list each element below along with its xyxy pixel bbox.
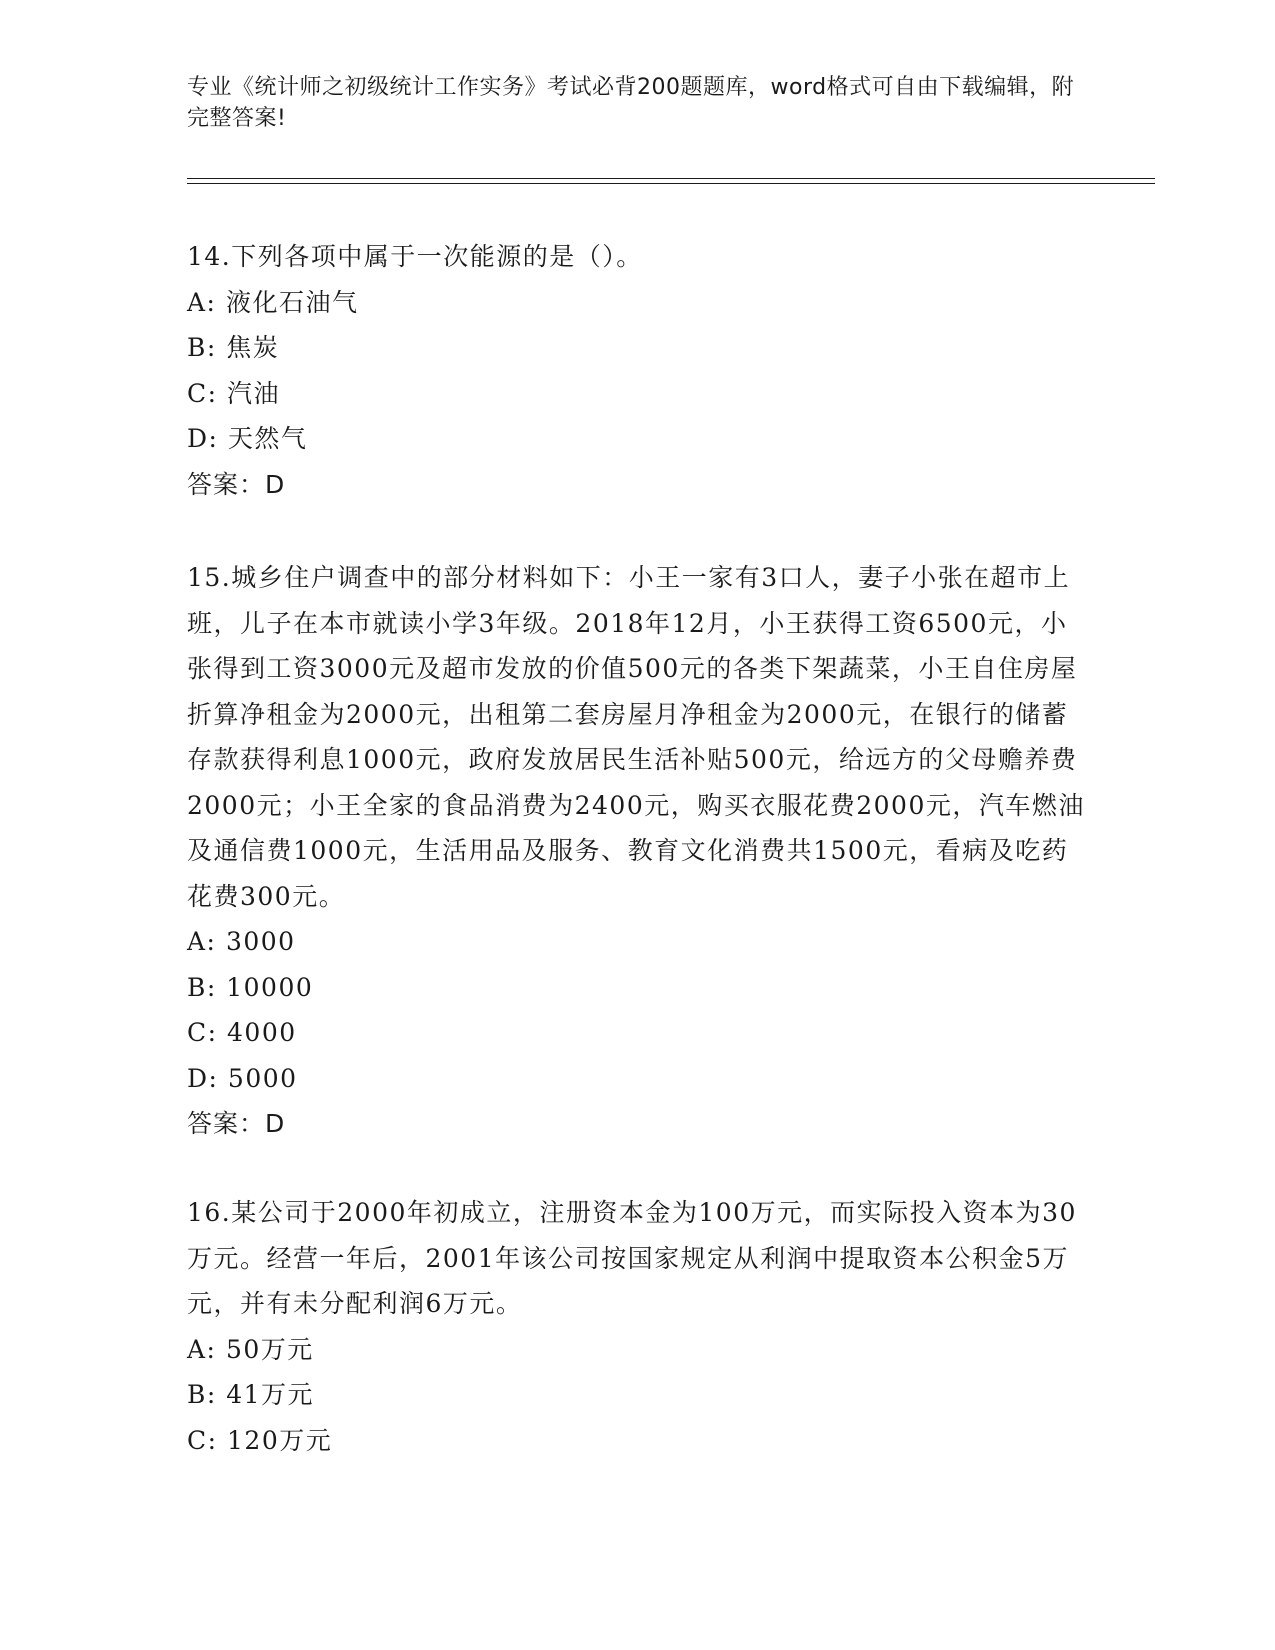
question-stem: 16.某公司于2000年初成立，注册资本金为100万元，而实际投入资本为30万元。经营一年后，2001年该公司按国家规定从利润中提取资本公积金5万元，并有未分配利润6万元。 [187,1198,1077,1318]
question-stem: 14.下列各项中属于一次能源的是（）。 [187,242,643,271]
option-b [187,1372,1087,1418]
answer: 答案：D [187,469,286,499]
option-text: 41万元 [226,1380,315,1409]
document-title: 专业《统计师之初级统计工作实务》考试必背200题题库，word格式可自由下载编辑，附完整答案! [187,75,1075,131]
header-divider-bottom [187,183,1155,184]
option-b [187,325,1087,371]
option-c [187,1418,1087,1464]
question-14 [187,234,1087,507]
option-text: 焦炭 [226,333,280,362]
question-stem: 15.城乡住户调查中的部分材料如下：小王一家有3口人，妻子小张在超市上班，儿子在本市就读小学3年级。2018年12月，小王获得工资6500元，小张得到工资3000元及超市发放的价值500元的各类下架蔬菜，小王自住房屋折算净租金为2000元，出租第二套房屋月净租金为2000元，在银行的储蓄存款获得利息1000元，政府发放居民生活补贴500元，给远方的父母赡养费2000元；小王全家的食品消费为2400元，购买衣服花费2000元，汽车燃油及通信费1000元，生活用品及服务、教育文化消费共1500元，看病及吃药花费300元。 [187,563,1085,911]
answer: 答案：D [187,1109,286,1138]
option-label: A: [187,287,217,317]
option-label: C: [187,1018,218,1047]
option-d [187,416,1087,462]
option-text: 50万元 [225,1334,314,1364]
option-text: 汽油 [227,378,281,408]
document-header [187,72,1087,134]
option-a [187,280,1087,326]
option-label: D: [187,424,219,453]
option-label: A: [187,1334,217,1364]
option-label: B: [187,972,217,1002]
option-a [187,1327,1087,1373]
option-text: 4000 [227,1018,297,1047]
option-a [187,919,1087,965]
option-label: B: [187,333,217,362]
option-label: C: [187,378,218,408]
option-c [187,1010,1087,1056]
option-label: A: [187,927,217,956]
option-label: D: [187,1063,219,1093]
question-15 [187,555,1087,1147]
option-label: B: [187,1380,217,1409]
question-16 [187,1190,1087,1463]
option-text: 液化石油气 [225,287,359,317]
option-label: C: [187,1425,218,1455]
option-c [187,371,1087,417]
option-b [187,965,1087,1011]
option-text: 5000 [227,1063,298,1093]
option-text: 120万元 [227,1425,333,1455]
option-d [187,1056,1087,1102]
header-divider-top [187,178,1155,179]
option-text: 3000 [225,927,296,956]
option-text: 天然气 [227,424,308,453]
option-text: 10000 [226,972,314,1002]
